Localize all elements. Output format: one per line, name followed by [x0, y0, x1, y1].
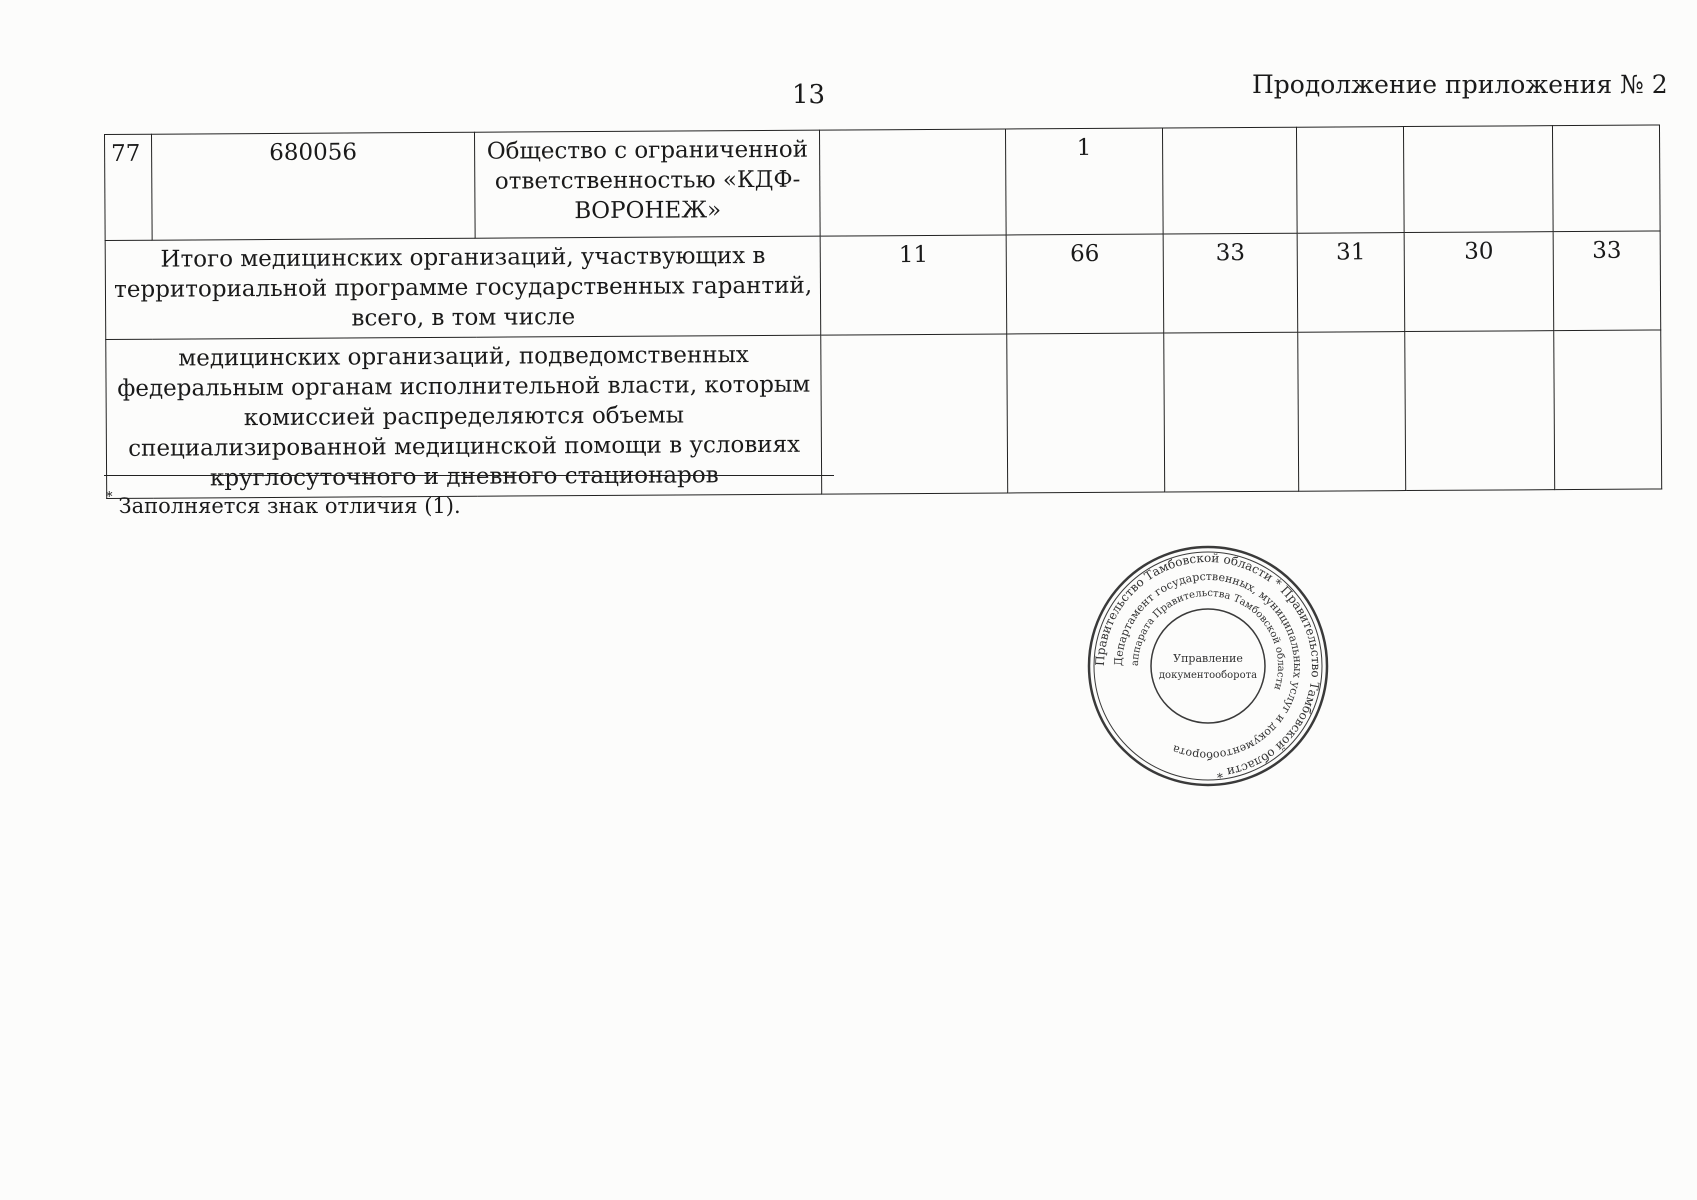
footnote-divider [104, 475, 834, 476]
footnote-text: Заполняется знак отличия (1). [118, 494, 461, 518]
stamp-inner-text: аппарата Правительства Тамбовской области [1129, 587, 1287, 692]
table-cell [1405, 331, 1555, 491]
stamp-center-ring [1151, 609, 1265, 723]
table-cell: 11 [821, 235, 1007, 335]
stamp-middle-text: Департамент государственных, муниципальных услуг и документооборота [1111, 569, 1305, 763]
table-cell: 30 [1404, 232, 1554, 332]
table-cell [1554, 330, 1662, 490]
table-cell: 1 [1005, 128, 1163, 235]
total-row [105, 231, 1661, 339]
table-cell [1298, 332, 1406, 492]
appendix-continuation-title: Продолжение приложения № 2 [1252, 70, 1668, 99]
table-cell: 33 [1163, 233, 1298, 333]
table-cell [1007, 333, 1165, 493]
official-stamp [1086, 544, 1330, 788]
table-cell [1162, 127, 1297, 234]
federal-row [106, 330, 1662, 498]
federal-label: медицинских организаций, подведомственных федеральным органам исполнительной власти, которым комиссией распределяются объемы специализированной медицинской помощи в условиях круглосуточного и дневного стационаров [106, 335, 822, 498]
stamp-center-line2: документооборота [1158, 670, 1258, 681]
table-cell [1164, 332, 1299, 492]
org-name: Общество с ограниченной ответственностью «КДФ-ВОРОНЕЖ» [475, 130, 821, 238]
stamp-center-line1: Управление [1173, 652, 1243, 665]
table-cell [820, 129, 1006, 236]
table-row [105, 125, 1661, 240]
footnote [106, 490, 461, 518]
org-code: 680056 [151, 132, 475, 240]
stamp-outer-text: Правительство Тамбовской области * Правительство Тамбовской области * [1092, 550, 1324, 781]
organizations-table [104, 124, 1662, 498]
row-number: 77 [105, 134, 152, 240]
table-cell: 31 [1297, 233, 1404, 333]
table-cell [1403, 126, 1553, 233]
table-cell [821, 334, 1008, 494]
total-label: Итого медицинских организаций, участвующих в территориальной программе государственных гарантий, всего, в том числе [105, 236, 821, 339]
footnote-mark: * [106, 490, 113, 505]
table-cell: 66 [1006, 234, 1164, 334]
table-cell [1553, 125, 1660, 232]
page-number: 13 [792, 80, 826, 110]
table-cell: 33 [1553, 231, 1660, 331]
table-cell [1297, 127, 1404, 234]
